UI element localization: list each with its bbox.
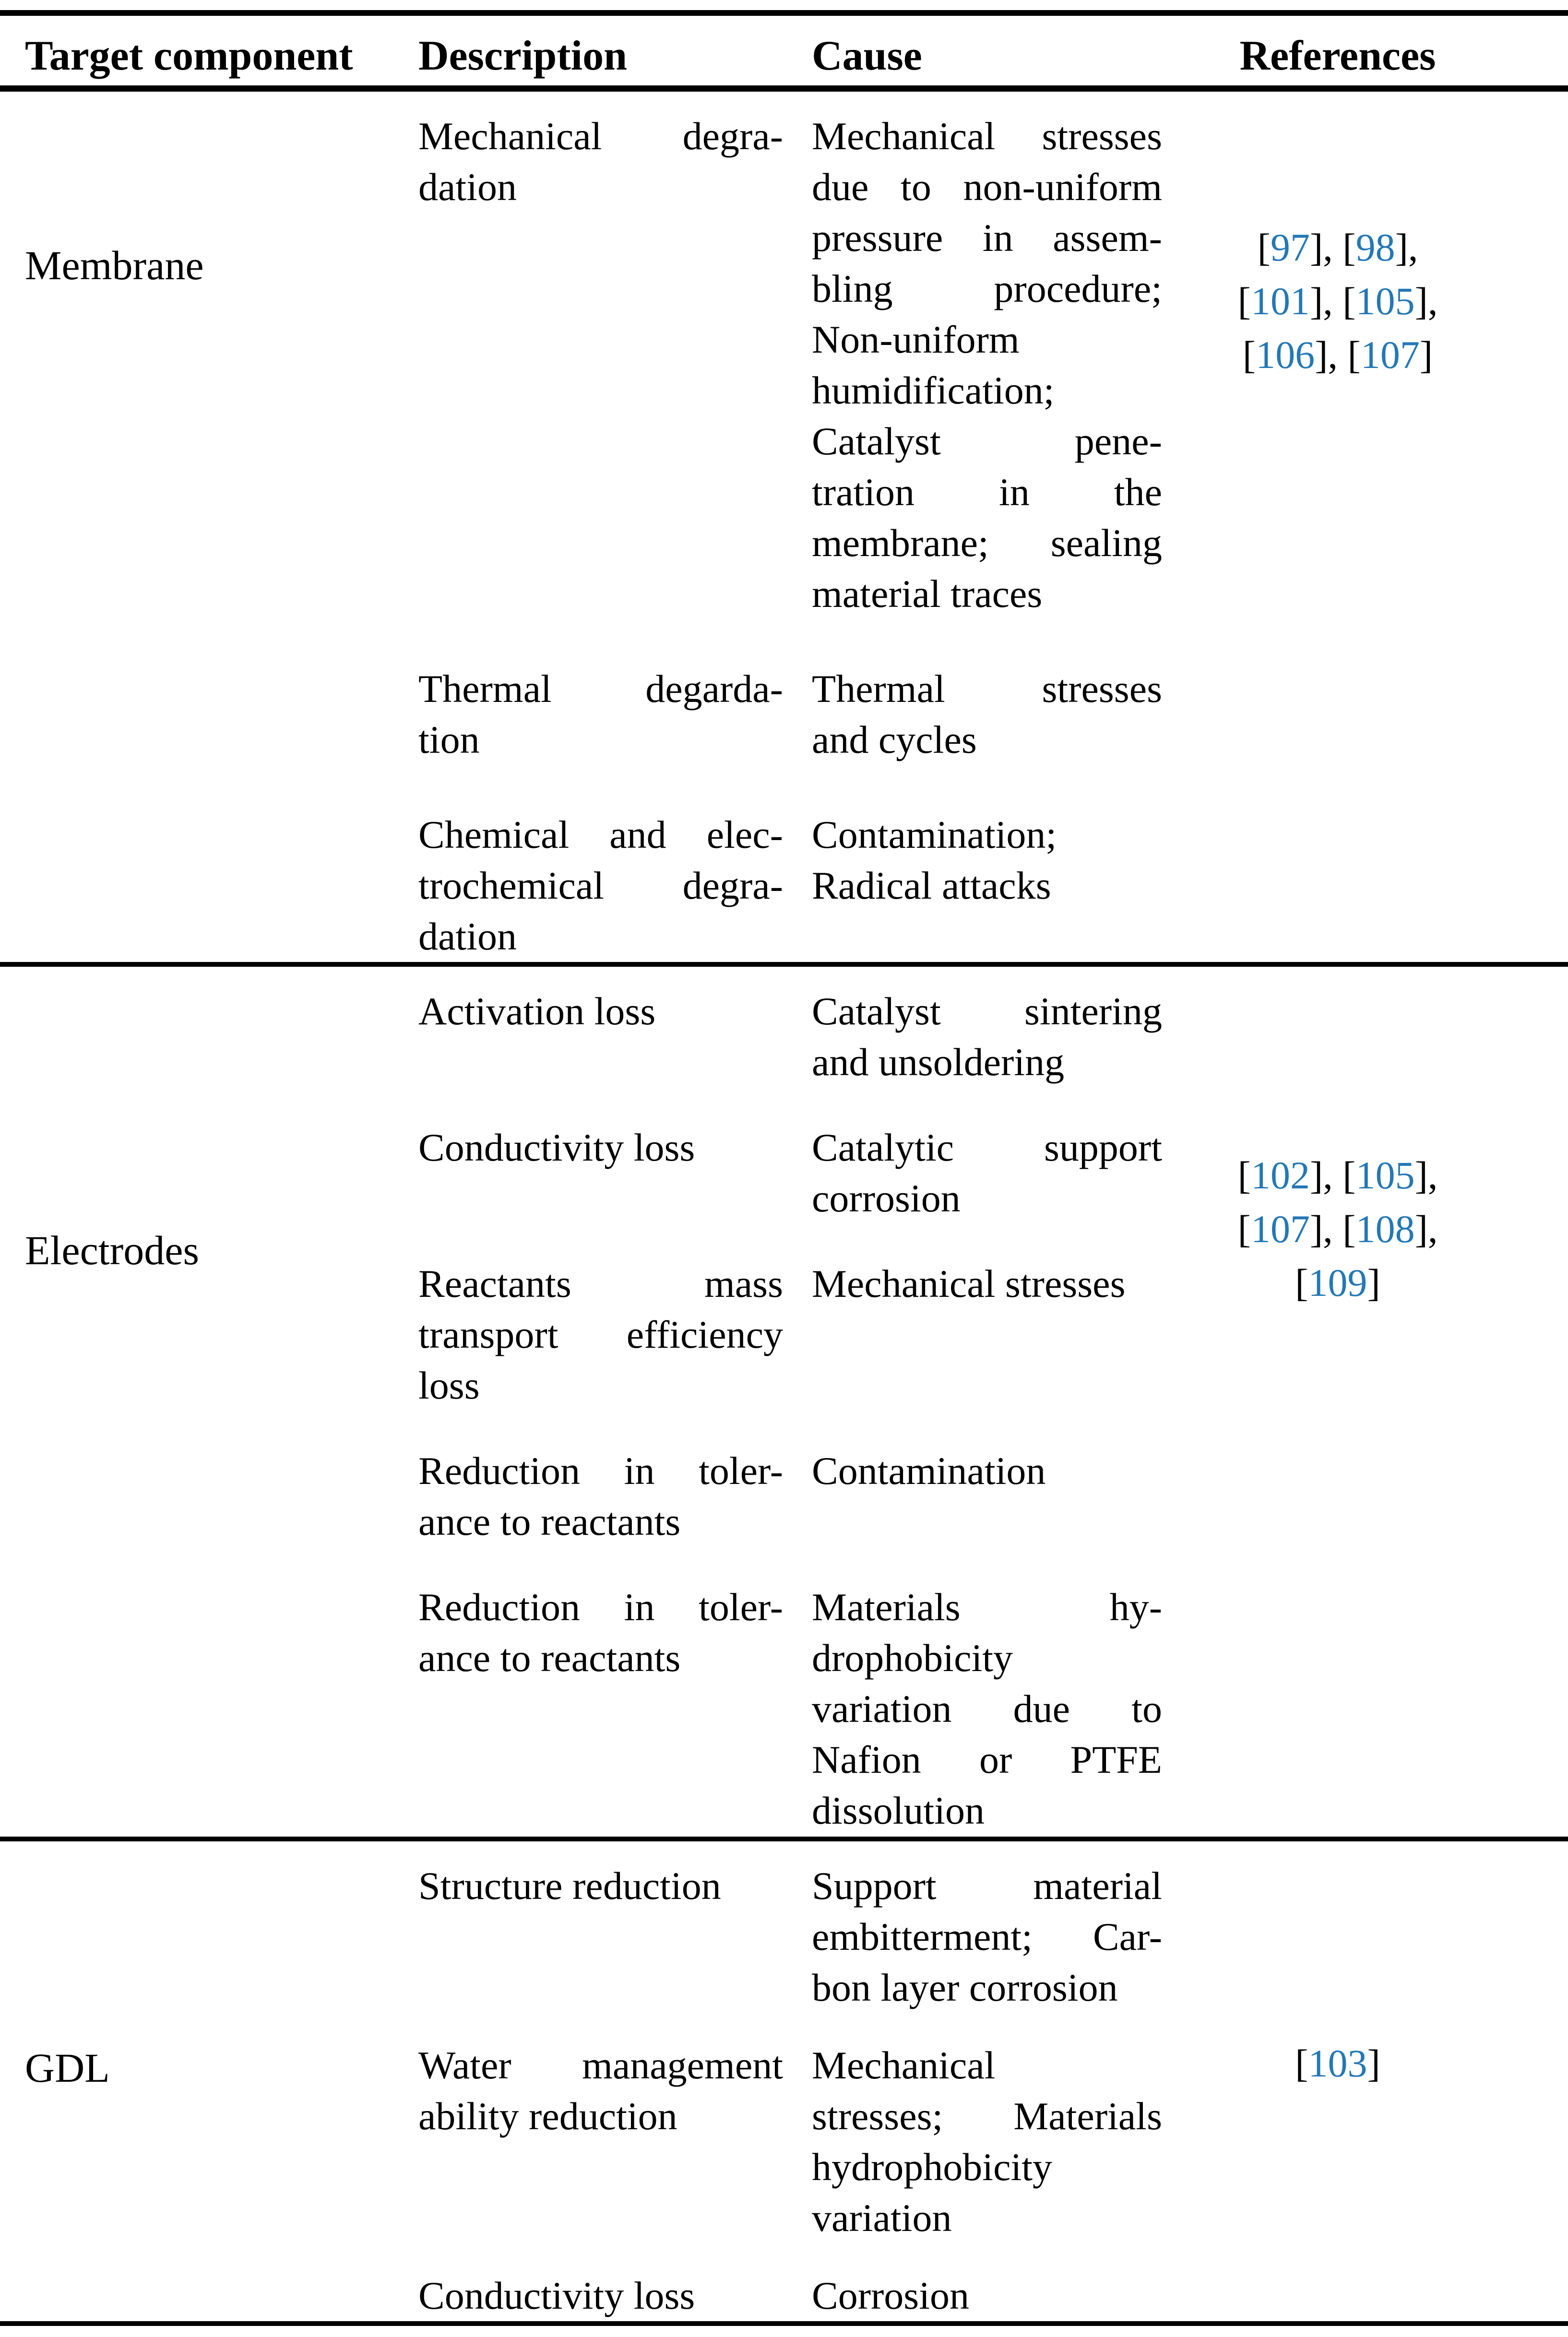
cause-line: material traces <box>812 572 1043 616</box>
citation-link[interactable]: 105 <box>1355 279 1415 323</box>
description-line: Water management <box>418 2043 783 2087</box>
col-header-cause: Cause <box>812 32 922 79</box>
citation-link[interactable]: 107 <box>1250 1207 1310 1251</box>
description-line: Chemical and elec- <box>418 813 783 856</box>
description-line: transport efficiency <box>418 1313 783 1356</box>
cause-line: bon layer corrosion <box>812 1966 1118 2009</box>
col-header-target-component: Target component <box>25 32 353 79</box>
description-line: Reactants mass <box>418 1262 783 1305</box>
citation-link[interactable]: 101 <box>1250 279 1310 323</box>
cause-cell <box>812 2270 1162 2321</box>
description-line: Mechanical degra- <box>418 114 783 158</box>
cause-cell <box>812 1446 1162 1547</box>
cause-line: Catalyst sintering <box>812 989 1162 1033</box>
cause-line: Catalyst pene- <box>812 419 1162 463</box>
cause-line: Thermal stresses <box>812 667 1162 711</box>
description-line: Reduction in toler- <box>418 1585 783 1629</box>
description-cell <box>418 1446 783 1547</box>
cause-line: variation due to <box>812 1687 1162 1731</box>
description-line: trochemical degra- <box>418 864 783 907</box>
cause-cell <box>812 111 1162 619</box>
description-line: Conductivity loss <box>418 1126 695 1169</box>
cause-cell <box>812 1122 1162 1224</box>
description-line: Activation loss <box>418 989 656 1033</box>
section-divider-rule <box>0 1837 1568 1841</box>
description-line: ability reduction <box>418 2094 677 2138</box>
references-line: [97], [98], <box>1257 225 1418 269</box>
citation-link[interactable]: 102 <box>1250 1153 1310 1197</box>
cause-line: variation <box>812 2196 952 2240</box>
references-cell <box>1208 221 1568 382</box>
description-line: loss <box>418 1364 480 1407</box>
cause-cell <box>812 809 1162 962</box>
cause-line: Support material <box>812 1864 1162 1908</box>
description-cell <box>418 1582 783 1836</box>
references-cell <box>1208 2037 1568 2090</box>
cause-cell <box>812 1582 1162 1836</box>
description-line: Reduction in toler- <box>418 1449 783 1493</box>
references-line: [106], [107] <box>1242 333 1433 377</box>
citation-link[interactable]: 105 <box>1355 1153 1415 1197</box>
cause-line: and unsoldering <box>812 1040 1065 1084</box>
cause-line: dissolution <box>812 1789 985 1832</box>
description-line: dation <box>418 165 517 209</box>
cause-line: Corrosion <box>812 2274 969 2317</box>
citation-link[interactable]: 106 <box>1256 333 1315 377</box>
table-bottom-rule <box>0 2321 1568 2326</box>
description-line: ance to reactants <box>418 1636 681 1680</box>
cause-line: due to non-uniform <box>812 165 1162 209</box>
cause-line: tration in the <box>812 470 1162 514</box>
cause-line: Contamination; <box>812 813 1057 856</box>
description-line: dation <box>418 914 517 958</box>
description-cell <box>418 111 783 619</box>
description-line: Thermal degarda- <box>418 667 783 711</box>
references-line: [101], [105], <box>1237 279 1438 323</box>
cause-line: corrosion <box>812 1176 961 1220</box>
citation-link[interactable]: 109 <box>1308 1261 1367 1305</box>
description-cell <box>418 809 783 962</box>
description-line: ance to reactants <box>418 1500 681 1543</box>
references-line: [103] <box>1295 2041 1380 2085</box>
cause-line: Mechanical stresses <box>812 114 1162 158</box>
cause-line: Non-uniform <box>812 318 1020 361</box>
cause-line: humidification; <box>812 368 1055 412</box>
cause-line: Catalytic support <box>812 1126 1162 1169</box>
description-cell <box>418 986 783 1088</box>
cause-cell <box>812 2040 1162 2243</box>
citation-link[interactable]: 98 <box>1355 225 1395 269</box>
cause-cell <box>812 1861 1162 2013</box>
description-line: Conductivity loss <box>418 2274 695 2317</box>
references-line: [109] <box>1295 1261 1380 1305</box>
col-header-references: References <box>1239 32 1436 79</box>
references-line: [102], [105], <box>1237 1153 1438 1197</box>
description-cell <box>418 1861 783 2013</box>
description-cell <box>418 664 783 765</box>
references-line: [107], [108], <box>1237 1207 1438 1251</box>
component-label: Membrane <box>25 242 204 288</box>
component-label: GDL <box>25 2045 110 2091</box>
cause-cell <box>812 664 1162 765</box>
component-label: Electrodes <box>25 1227 199 1273</box>
header-rule <box>0 85 1568 92</box>
citation-link[interactable]: 97 <box>1270 225 1310 269</box>
cause-line: drophobicity <box>812 1636 1013 1680</box>
cause-line: Nafion or PTFE <box>812 1738 1162 1781</box>
description-line: Structure reduction <box>418 1864 721 1908</box>
cause-line: Mechanical <box>812 2043 996 2087</box>
col-header-description: Description <box>418 32 628 79</box>
description-line: tion <box>418 718 480 761</box>
citation-link[interactable]: 107 <box>1360 333 1420 377</box>
cause-cell <box>812 986 1162 1088</box>
section-membrane <box>0 92 1568 962</box>
description-cell <box>418 1258 783 1411</box>
cause-line: Materials hy- <box>812 1585 1162 1629</box>
table-header-row <box>0 16 1568 85</box>
table-top-rule <box>0 10 1568 16</box>
section-electrodes <box>0 967 1568 1837</box>
citation-link[interactable]: 108 <box>1355 1207 1415 1251</box>
description-cell <box>418 2040 783 2243</box>
cause-line: pressure in assem- <box>812 216 1162 260</box>
cause-line: bling procedure; <box>812 267 1162 310</box>
description-cell <box>418 1122 783 1224</box>
section-divider-rule <box>0 962 1568 967</box>
cause-cell <box>812 1258 1162 1411</box>
cause-line: Radical attacks <box>812 864 1051 907</box>
cause-line: Contamination <box>812 1449 1046 1493</box>
cause-line: stresses; Materials <box>812 2094 1162 2138</box>
cause-line: Mechanical stresses <box>812 1262 1126 1305</box>
citation-link[interactable]: 103 <box>1308 2041 1367 2085</box>
section-gdl <box>0 1841 1568 2321</box>
cause-line: and cycles <box>812 718 977 761</box>
cause-line: hydrophobicity <box>812 2145 1053 2189</box>
description-cell <box>418 2270 783 2321</box>
cause-line: membrane; sealing <box>812 521 1162 565</box>
cause-line: embitterment; Car- <box>812 1915 1162 1958</box>
references-cell <box>1208 1149 1568 1310</box>
